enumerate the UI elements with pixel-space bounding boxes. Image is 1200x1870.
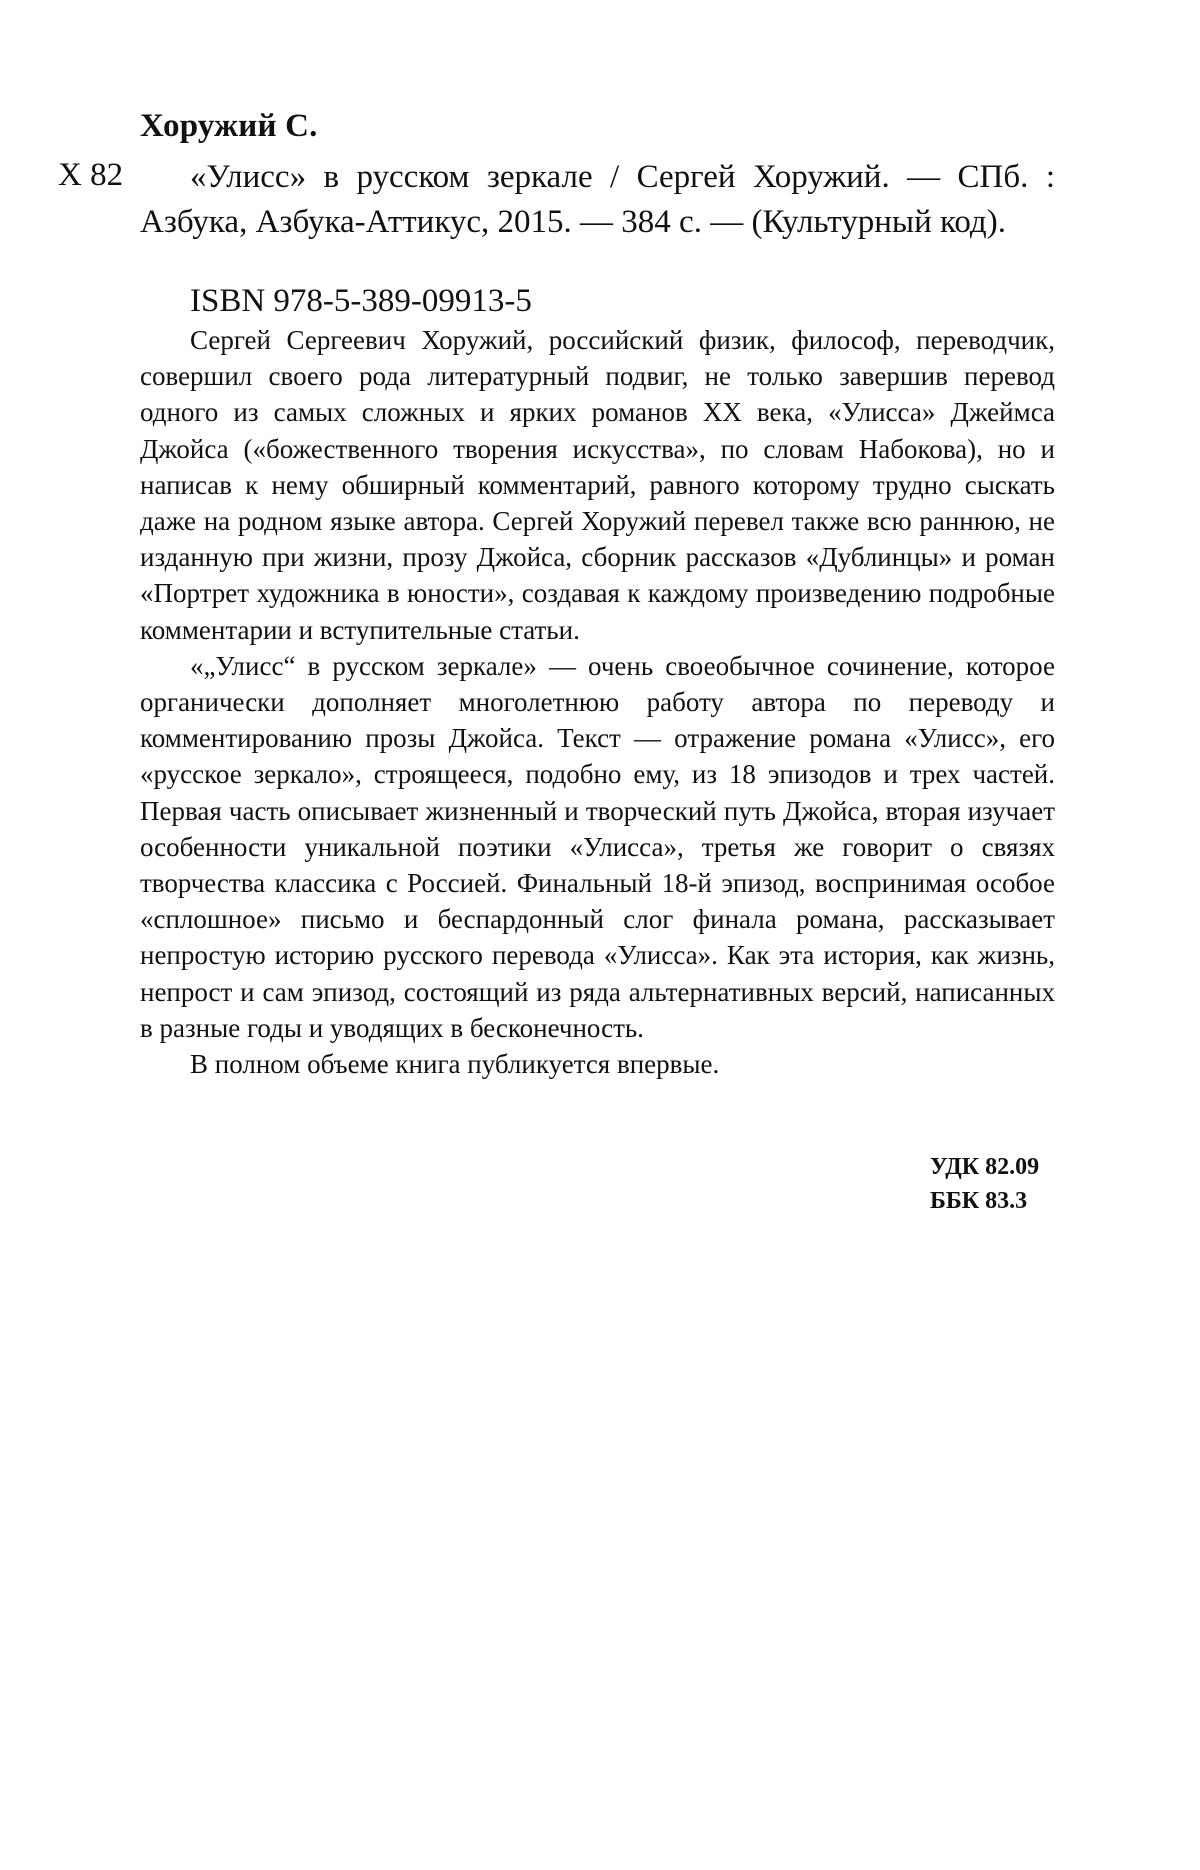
annotation-paragraph: В полном объеме книга публикуется впервые. (190, 1049, 720, 1080)
annotation-paragraph: «„Улисс“ в русском зеркале» — очень своеобычное сочинение, которое органически дополняет многолетнюю работу автора по переводу и комментированию прозы Джойса. Текст — отражение романа «Улисс», его «русское зеркало», строящееся, подобно ему, из 18 эпизодов и трех частей. Первая часть описывает жизненный и творческий путь Джойса, вторая изучает особенности уникальной поэтики «Улисса», третья же говорит о связях творчества классика с Россией. Финальный 18-й эпизод, воспринимая особое «сплошное» письмо и беспардонный слог финала романа, рассказывает непростую историю русского перевода «Улисса». Как эта история, как жизнь, непрост и сам эпизод, состоящий из ряда альтернативных версий, написанных в разные годы и уводящих в бесконечность. (140, 650, 1055, 1043)
isbn: ISBN 978-5-389-09913-5 (190, 283, 532, 319)
author-heading: Хоружий С. (140, 108, 318, 144)
classification-codes (930, 1150, 1045, 1218)
shelf-code: Х 82 (58, 157, 124, 193)
annotation-paragraph: Сергей Сергеевич Хоружий, российский физик, философ, переводчик, совершил своего рода литературный подвиг, не только завершив перевод одного из самых сложных и ярких романов ХХ века, «Улисса» Джеймса Джойса («божественного творения искусства», по словам Набокова), но и написав к нему обширный комментарий, равного которому трудно сыскать даже на родном языке автора. Сергей Хоружий перевел также всю раннюю, не изданную при жизни, прозу Джойса, сборник рассказов «Дублинцы» и роман «Портрет художника в юности», создавая к каждому произведению подробные комментарии и вступительные статьи. (140, 325, 1055, 645)
annotation (140, 322, 1055, 1082)
udk-code: УДК 82.09 (930, 1154, 1040, 1180)
bbk-code: ББК 83.3 (930, 1188, 1028, 1214)
bibliographic-entry: «Улисс» в русском зеркале / Сергей Хоружий. — СПб. : Азбука, Азбука-Аттикус, 2015. — 384 с. — (Культурный код). (140, 159, 1055, 240)
